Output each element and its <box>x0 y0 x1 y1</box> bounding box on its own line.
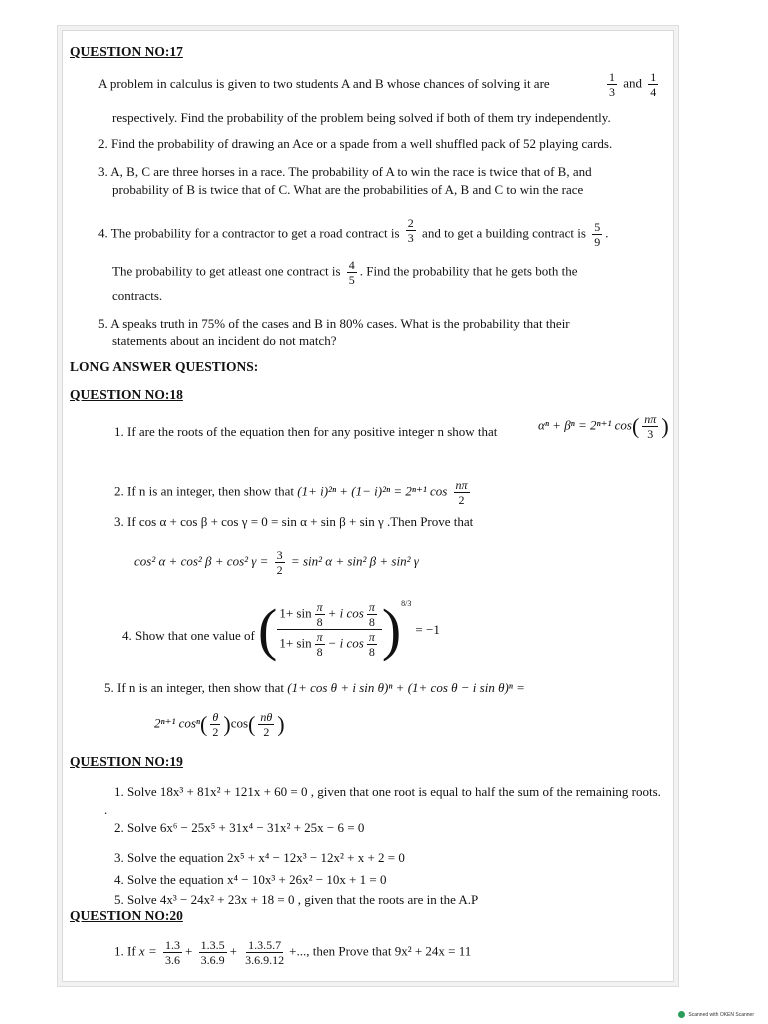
long-answer-heading: LONG ANSWER QUESTIONS: <box>70 359 259 374</box>
scanner-watermark: Scanned with OKEN Scanner <box>678 1011 754 1018</box>
scanner-logo-icon <box>678 1011 685 1018</box>
q17-item-3a: 3. A, B, C are three horses in a race. The probability of A to win the race is twice that of B, and <box>98 164 592 179</box>
q18-item-3: 3. If cos α + cos β + cos γ = 0 = sin α + sin β + sin γ .Then Prove that <box>114 514 474 529</box>
q17-item-5a: 5. A speaks truth in 75% of the cases and B in 80% cases. What is the probability that their <box>98 316 570 331</box>
q17-item-5b: statements about an incident do not match? <box>112 333 337 348</box>
q18-item-5-eq: 2ⁿ⁺¹ cosⁿ( $\frac{\theta}{2}$ )cos( $\frac{n\theta}{2}$ ) <box>154 710 285 739</box>
q17-item-1-cont: respectively. Find the probability of the problem being solved if both of them try independently. <box>112 110 611 125</box>
q18-item-3-eq: cos² α + cos² β + cos² γ = $\frac{3}{2}$ = sin² α + sin² β + sin² γ <box>134 548 419 577</box>
q19-item-4: 4. Solve the equation x⁴ − 10x³ + 26x² − 10x + 1 = 0 <box>114 872 387 887</box>
q19-item-1: 1. Solve 18x³ + 81x² + 121x + 60 = 0 , given that one root is equal to half the sum of the remaining roots. <box>114 784 661 799</box>
q18-item-4-eq: ( 1+ sin $\frac{\pi}{8}$ + i cos $\frac{\pi}{8}$ 1+ sin $\frac{\pi}{8}$ − i cos $\frac{\pi}{8}$ ) 8/3 = −1 <box>258 596 440 662</box>
q18-heading: QUESTION NO:18 <box>70 387 183 402</box>
q19-dot: . <box>104 802 108 817</box>
q20-item-1: 1. If x = $\frac{1.3}{3.6}$ + $\frac{1.3.5}{3.6.9}$ + $\frac{1.3.5.7}{3.6.9.12}$ +..., then Prove that 9x² + 24x = 11 <box>114 938 472 967</box>
q18-item-4: 4. Show that one value of <box>122 628 255 643</box>
q19-item-2: 2. Solve 6x⁶ − 25x⁵ + 31x⁴ − 31x² + 25x − 6 = 0 <box>114 820 365 835</box>
q18-item-1: 1. If are the roots of the equation then for any positive integer n show that <box>114 424 498 439</box>
q17-item-1-fractions: $\frac{1}{3}$ and $\frac{1}{4}$ <box>609 70 657 99</box>
q18-item-5: 5. If n is an integer, then show that (1+ cos θ + i sin θ)ⁿ + (1+ cos θ − i sin θ)ⁿ = <box>104 680 525 695</box>
q20-heading: QUESTION NO:20 <box>70 908 183 923</box>
q18-item-1-eq: αⁿ + βⁿ = 2ⁿ⁺¹ cos( $\frac{n\pi}{3}$ ) <box>538 412 669 441</box>
q19-item-3: 3. Solve the equation 2x⁵ + x⁴ − 12x³ − 12x² + x + 2 = 0 <box>114 850 405 865</box>
q19-item-5: 5. Solve 4x³ − 24x² + 23x + 18 = 0 , given that the roots are in the A.P <box>114 892 479 907</box>
q17-heading: QUESTION NO:17 <box>70 44 183 59</box>
q17-item-3b: probability of B is twice that of C. What are the probabilities of A, B and C to win the race <box>112 182 584 197</box>
q19-heading: QUESTION NO:19 <box>70 754 183 769</box>
q17-item-4a: 4. The probability for a contractor to get a road contract is $\frac{2}{3}$ and to get a building contract is $\frac{5}{9}$ . <box>98 216 609 249</box>
q17-item-4e: contracts. <box>112 288 163 303</box>
q17-item-1-text: A problem in calculus is given to two students A and B whose chances of solving it are <box>98 76 550 91</box>
q18-item-2: 2. If n is an integer, then show that (1+ i)²ⁿ + (1− i)²ⁿ = 2ⁿ⁺¹ cos $\frac{n\pi}{2}$ <box>114 478 468 507</box>
q17-item-2: 2. Find the probability of drawing an Ace or a spade from a well shuffled pack of 52 playing cards. <box>98 136 613 151</box>
q17-item-4c: The probability to get atleast one contract is $\frac{4}{5}$ . Find the probability that he gets both the <box>112 258 578 287</box>
